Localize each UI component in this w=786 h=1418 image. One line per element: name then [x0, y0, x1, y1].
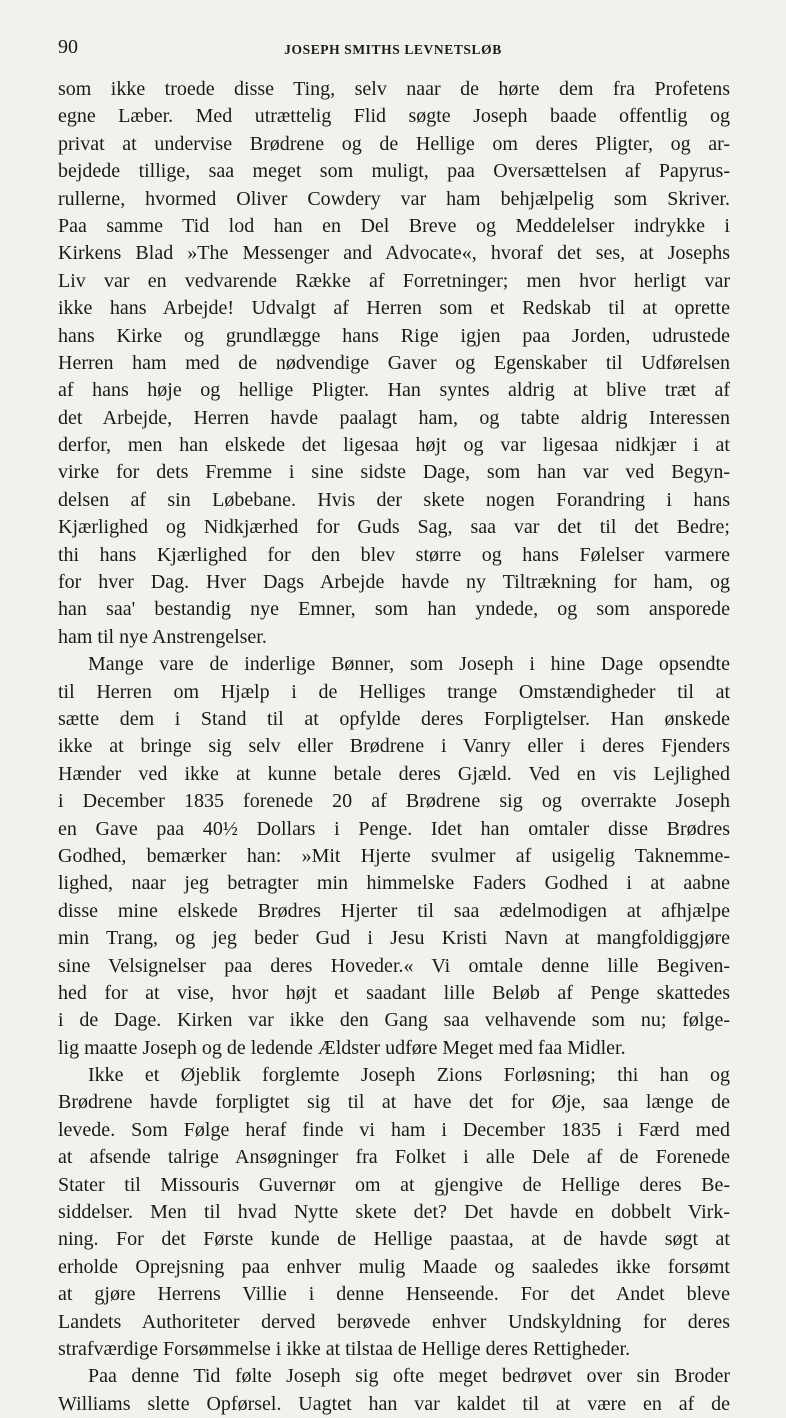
text-line: det Arbejde, Herren havde paalagt ham, og tabte aldrig Interessen — [58, 406, 730, 429]
running-head: JOSEPH SMITHS LEVNETSLØB — [284, 42, 502, 57]
text-line: disse mine elskede Brødres Hjerter til saa ædelmodigen at afhjælpe — [58, 899, 730, 922]
text-line: thi hans Kjærlighed for den blev større og hans Følelser varmere — [58, 543, 730, 566]
text-line: til Herren om Hjælp i de Helliges trange Omstændigheder til at — [58, 680, 730, 703]
text-line: Stater til Missouris Guvernør om at gjengive de Hellige deres Be- — [58, 1173, 730, 1196]
text-line: lighed, naar jeg betragter min himmelske Faders Godhed i at aabne — [58, 872, 730, 895]
text-line: Godhed, bemærker han: »Mit Hjerte svulmer af usigelig Taknemme- — [58, 844, 730, 867]
text-line: Ikke et Øjeblik forglemte Joseph Zions Forløsning; thi han og — [88, 1064, 730, 1087]
text-line: sætte dem i Stand til at opfylde deres Forpligtelser. Han ønskede — [58, 707, 730, 730]
text-line: Mange vare de inderlige Bønner, som Joseph i hine Dage opsendte — [88, 653, 730, 676]
text-line: egne Læber. Med utrættelig Flid søgte Joseph baade offentlig og — [58, 105, 730, 128]
text-line: for hver Dag. Hver Dags Arbejde havde ny Tiltrækning for ham, og — [58, 571, 730, 594]
text-line: ikke at bringe sig selv eller Brødrene i Vanry eller i deres Fjenders — [58, 735, 730, 758]
text-line: at gjøre Herrens Villie i denne Henseende. For det Andet bleve — [58, 1283, 730, 1306]
text-line: rullerne, hvormed Oliver Cowdery var ham behjælpelig som Skriver. — [58, 187, 730, 210]
text-line: i December 1835 forenede 20 af Brødrene sig og overrakte Joseph — [58, 790, 730, 813]
text-line: Paa denne Tid følte Joseph sig ofte meget bedrøvet over sin Broder — [88, 1365, 730, 1388]
text-line: virke for dets Fremme i sine sidste Dage, som han var ved Begyn- — [58, 461, 730, 484]
text-line: derfor, men han elskede det ligesaa højt og var ligesaa nidkjær i at — [58, 434, 730, 457]
text-line: erholde Oprejsning paa enhver mulig Maade og saaledes ikke forsømt — [58, 1255, 730, 1278]
text-line: Liv var en vedvarende Række af Forretninger; men hvor herligt var — [58, 269, 730, 292]
text-line: Brødrene havde forpligtet sig til at have det for Øje, saa længe de — [58, 1091, 730, 1114]
text-line: som ikke troede disse Ting, selv naar de hørte dem fra Profetens — [58, 78, 730, 100]
text-line: ning. For det Første kunde de Hellige paastaa, at de havde søgt at — [58, 1228, 730, 1251]
text-line: bejdede tillige, saa meget som muligt, paa Oversættelsen af Papyrus- — [58, 160, 730, 183]
text-line: Kirkens Blad »The Messenger and Advocate«, hvoraf det ses, at Josephs — [58, 242, 730, 265]
text-line: ham til nye Anstrengelser. — [58, 625, 267, 648]
text-line: lig maatte Joseph og de ledende Ældster udføre Meget med faa Midler. — [58, 1036, 626, 1059]
text-line: Hænder ved ikke at kunne betale deres Gjæld. Ved en vis Lejlighed — [58, 762, 730, 785]
text-line: ikke hans Arbejde! Udvalgt af Herren som et Redskab til at oprette — [58, 297, 730, 320]
page-header — [58, 36, 728, 60]
text-line: levede. Som Følge heraf finde vi ham i December 1835 i Færd med — [58, 1118, 730, 1141]
text-line: delsen af sin Løbebane. Hvis der skete nogen Forandring i hans — [58, 488, 730, 511]
text-line: sine Velsignelser paa deres Hoveder.« Vi omtale denne lille Begiven- — [58, 954, 730, 977]
text-line: Landets Authoriteter derved berøvede enhver Undskyldning for deres — [58, 1310, 730, 1333]
text-line: hans Kirke og grundlægge hans Rige igjen paa Jorden, udrustede — [58, 324, 730, 347]
text-line: min Trang, og jeg beder Gud i Jesu Kristi Navn at mangfoldiggjøre — [58, 927, 730, 950]
text-line: han saa' bestandig nye Emner, som han yndede, og som ansporede — [58, 598, 730, 621]
text-line: af hans høje og hellige Pligter. Han syntes aldrig at blive træt af — [58, 379, 730, 402]
text-line: en Gave paa 40½ Dollars i Penge. Idet han omtaler disse Brødres — [58, 817, 730, 840]
body-text — [58, 76, 730, 1418]
text-line: i de Dage. Kirken var ikke den Gang saa velhavende som nu; følge- — [58, 1009, 730, 1032]
text-line: Kjærlighed og Nidkjærhed for Guds Sag, saa var det til det Bedre; — [58, 516, 730, 539]
text-line: Paa samme Tid lod han en Del Breve og Meddelelser indrykke i — [58, 214, 730, 237]
text-line: strafværdige Forsømmelse i ikke at tilstaa de Hellige deres Rettigheder. — [58, 1337, 631, 1360]
page-number: 90 — [58, 36, 78, 58]
text-line: hed for at vise, hvor højt et saadant lille Beløb af Penge skattedes — [58, 981, 730, 1004]
text-line: siddelser. Men til hvad Nytte skete det? Det havde en dobbelt Virk- — [58, 1201, 730, 1224]
text-line: privat at undervise Brødrene og de Hellige om deres Pligter, og ar- — [58, 132, 730, 155]
text-line: Herren ham med de nødvendige Gaver og Egenskaber til Udførelsen — [58, 351, 730, 374]
text-line: at afsende talrige Ansøgninger fra Folket i alle Dele af de Forenede — [58, 1146, 730, 1169]
text-line: Williams slette Opførsel. Uagtet han var kaldet til at være en af de — [58, 1392, 730, 1415]
